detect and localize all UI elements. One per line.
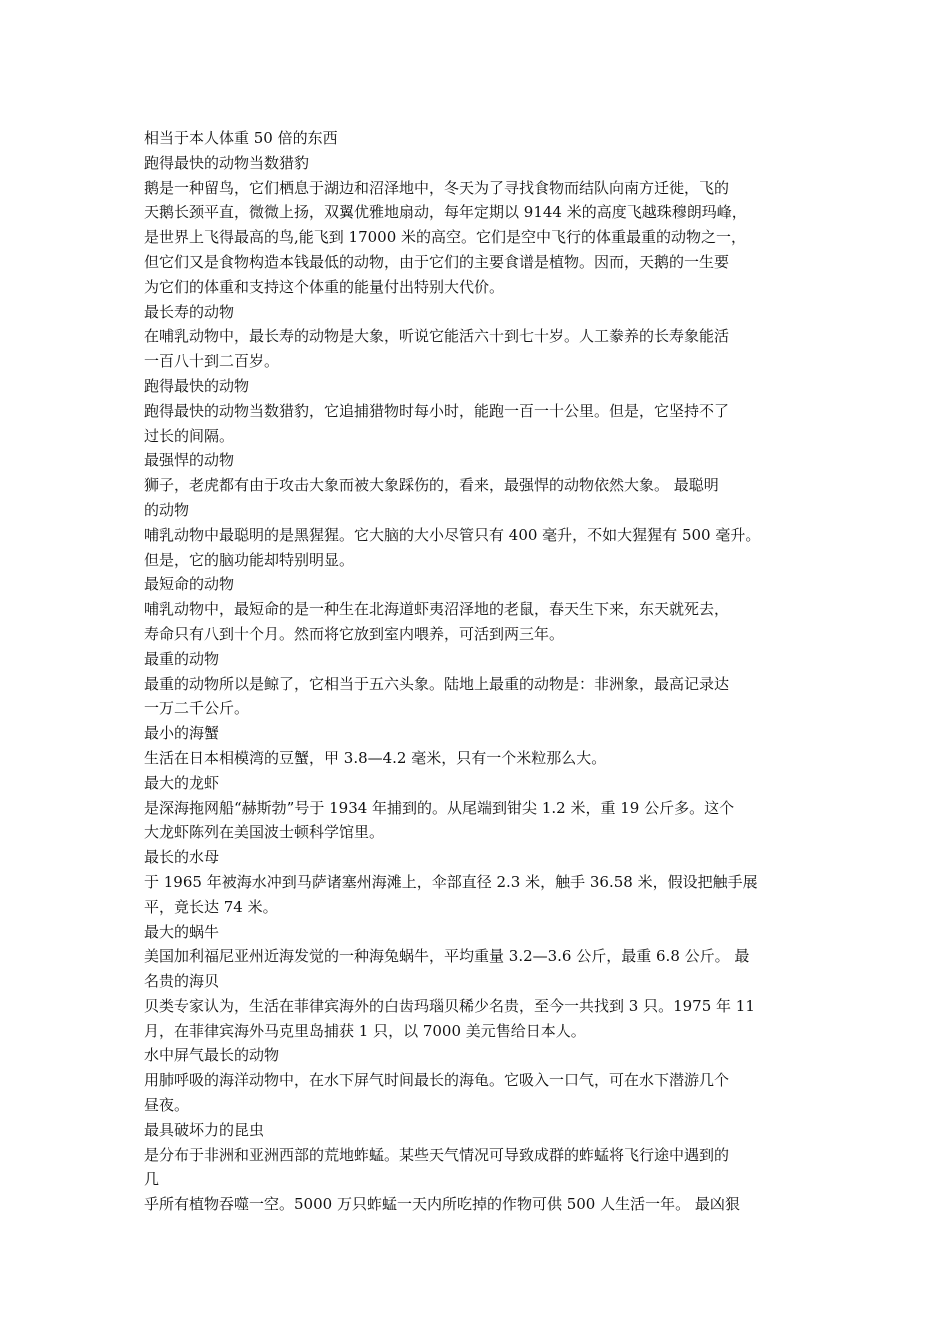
- text-line: 为它们的体重和支持这个体重的能量付出特别大代价。: [144, 277, 505, 296]
- text-line: 月，在菲律宾海外马克里岛捕获 1 只，以 7000 美元售给日本人。: [144, 1021, 586, 1040]
- document-body: [144, 126, 824, 1217]
- text-line: 一万二千公斤。: [144, 699, 250, 718]
- text-line: 跑得最快的动物当数猎豹: [144, 153, 310, 172]
- text-line: 的动物: [144, 500, 190, 519]
- text-line: 美国加利福尼亚州近海发觉的一种海兔蜗牛，平均重量 3.2—3.6 公斤，最重 6.8 公斤。 最: [144, 947, 750, 966]
- text-line: 几: [144, 1170, 160, 1189]
- text-line: 乎所有植物吞噬一空。5000 万只蚱蜢一天内所吃掉的作物可供 500 人生活一年。 最凶狠: [144, 1195, 740, 1214]
- text-line: 水中屏气最长的动物: [144, 1046, 280, 1065]
- text-line: 跑得最快的动物当数猎豹，它追捕猎物时每小时，能跑一百一十公里。但是，它坚持不了: [144, 401, 730, 420]
- text-line: 寿命只有八到十个月。然而将它放到室内喂养，可活到两三年。: [144, 624, 565, 643]
- text-line: 最强悍的动物: [144, 451, 235, 470]
- text-line: 哺乳动物中最聪明的是黑猩猩。它大脑的大小尽管只有 400 毫升，不如大猩猩有 500 毫升。: [144, 525, 761, 544]
- text-line: 哺乳动物中，最短命的是一种生在北海道虾夷沼泽地的老鼠，春天生下来，东天就死去，: [144, 600, 730, 619]
- text-line: 最长的水母: [144, 848, 220, 867]
- text-line: 一百八十到二百岁。: [144, 352, 280, 371]
- text-line: 鹅是一种留鸟，它们栖息于湖边和沼泽地中，冬天为了寻找食物而结队向南方迁徙，飞的: [144, 178, 730, 197]
- text-line: 生活在日本相模湾的豆蟹，甲 3.8—4.2 毫米，只有一个米粒那么大。: [144, 748, 607, 767]
- text-line: 最重的动物: [144, 649, 220, 668]
- text-line: 天鹅长颈平直，微微上扬，双翼优雅地扇动，每年定期以 9144 米的高度飞越珠穆朗玛峰，: [144, 203, 747, 222]
- text-line: 用肺呼吸的海洋动物中，在水下屏气时间最长的海龟。它吸入一口气，可在水下潜游几个: [144, 1071, 730, 1090]
- text-line: 名贵的海贝: [144, 972, 220, 991]
- text-line: 是世界上飞得最高的鸟,能飞到 17000 米的高空。它们是空中飞行的体重最重的动物之一，: [144, 228, 747, 247]
- text-line: 过长的间隔。: [144, 426, 235, 445]
- text-line: 最大的龙虾: [144, 773, 220, 792]
- text-line: 是深海拖网船“赫斯勃”号于 1934 年捕到的。从尾端到钳尖 1.2 米，重 19 公斤多。这个: [144, 798, 735, 817]
- text-line: 跑得最快的动物: [144, 376, 250, 395]
- text-line: 最重的动物所以是鲸了，它相当于五六头象。陆地上最重的动物是：非洲象，最高记录达: [144, 674, 730, 693]
- text-line: 最长寿的动物: [144, 302, 235, 321]
- text-line: 平，竟长达 74 米。: [144, 897, 278, 916]
- text-line: 最大的蜗牛: [144, 922, 220, 941]
- text-line: 相当于本人体重 50 倍的东西: [144, 129, 338, 147]
- text-line: 狮子，老虎都有由于攻击大象而被大象踩伤的，看来，最强悍的动物依然大象。 最聪明: [144, 476, 719, 495]
- text-line: 最具破坏力的昆虫: [144, 1120, 265, 1139]
- text-line: 在哺乳动物中，最长寿的动物是大象，听说它能活六十到七十岁。人工豢养的长寿象能活: [144, 327, 730, 346]
- text-line: 于 1965 年被海水冲到马萨诸塞州海滩上，伞部直径 2.3 米，触手 36.58 米，假设把触手展: [144, 872, 758, 891]
- text-line: 但它们又是食物构造本钱最低的动物，由于它们的主要食谱是植物。因而，天鹅的一生要: [144, 252, 730, 271]
- text-line: 最短命的动物: [144, 575, 235, 594]
- text-line: 大龙虾陈列在美国波士顿科学馆里。: [144, 823, 385, 842]
- text-line: 昼夜。: [144, 1096, 190, 1115]
- text-line: 贝类专家认为，生活在菲律宾海外的白齿玛瑙贝稀少名贵，至今一共找到 3 只。1975 年 11: [144, 996, 755, 1015]
- text-line: 最小的海蟹: [144, 724, 220, 743]
- text-line: 是分布于非洲和亚洲西部的荒地蚱蜢。某些天气情况可导致成群的蚱蜢将飞行途中遇到的: [144, 1145, 730, 1164]
- text-line: 但是，它的脑功能却特别明显。: [144, 550, 355, 569]
